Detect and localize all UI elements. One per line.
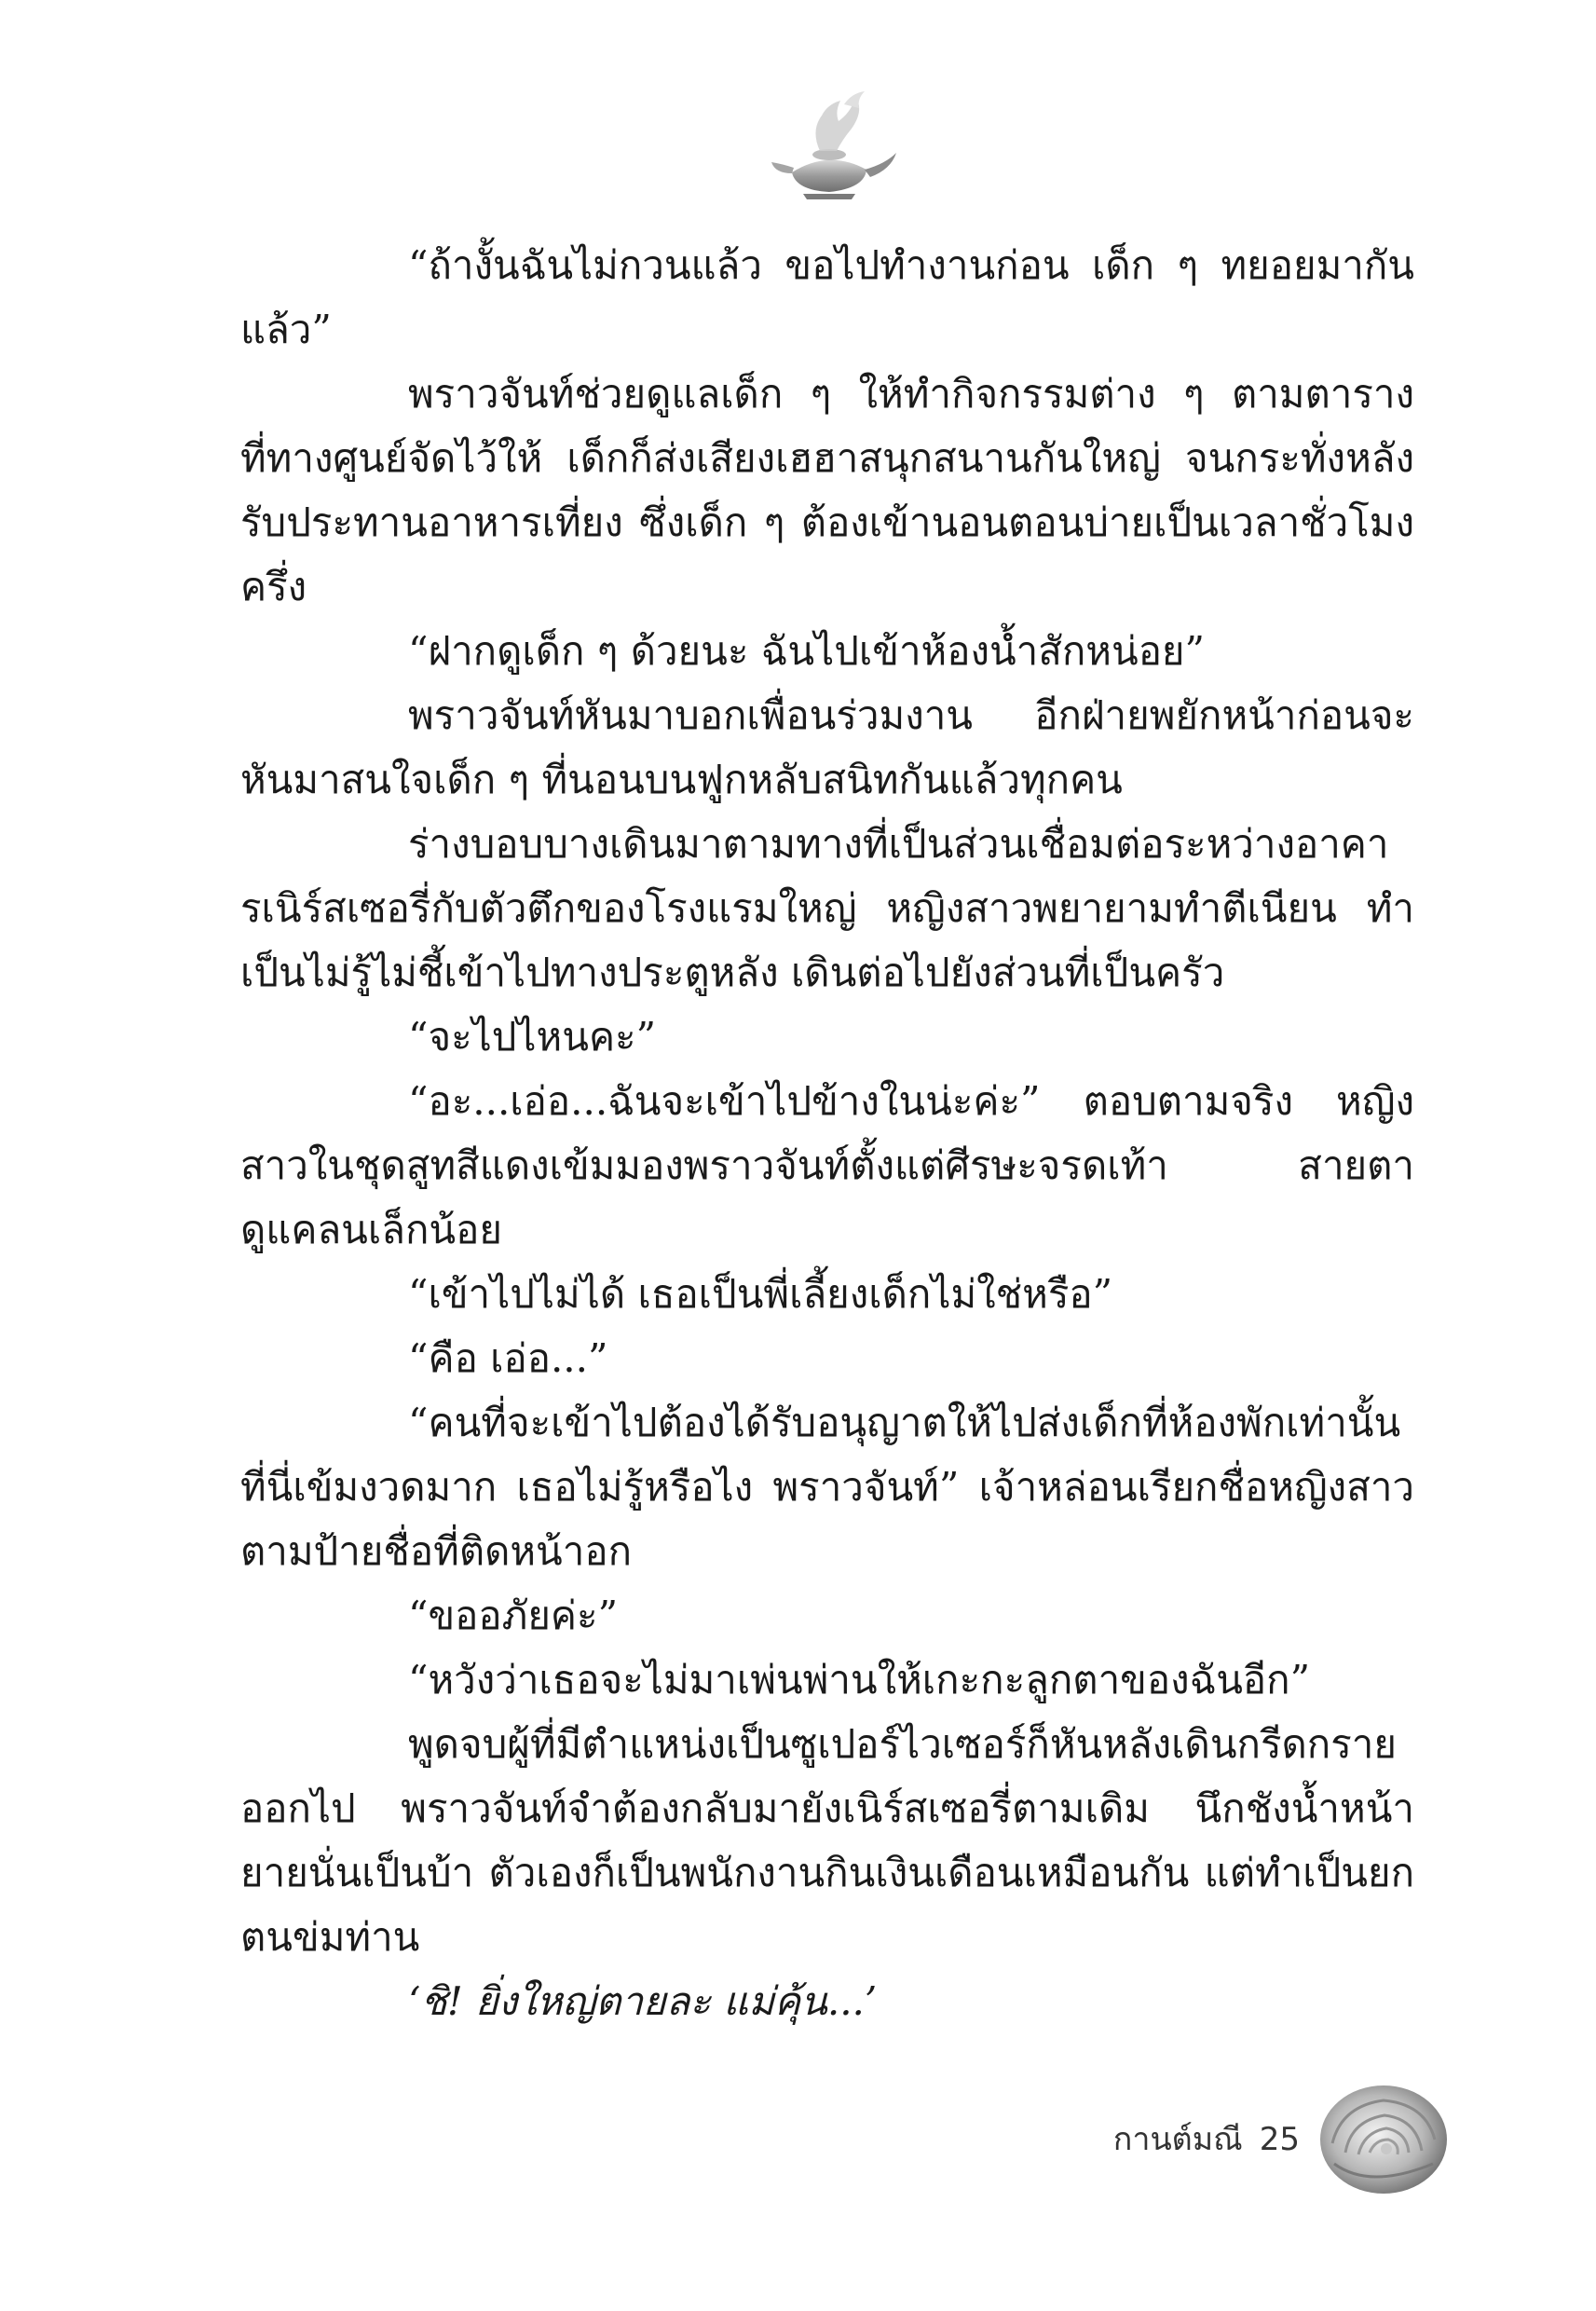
paragraph: “ฝากดูเด็ก ๆ ด้วยนะ ฉันไปเข้าห้องน้ำสักหน่อย”	[408, 628, 1206, 674]
rose-ornament-icon	[1314, 2078, 1453, 2199]
page-number: 25	[1259, 2121, 1300, 2158]
paragraph: พราวจันท์ช่วยดูแลเด็ก ๆ ให้ทำกิจกรรมต่าง ๆ ตามตารางที่ทางศูนย์จัดไว้ให้ เด็กก็ส่งเสียงเฮฮาสนุกสนานกันใหญ่ จนกระทั่งหลังรับประทานอาหารเที่ยง ซึ่งเด็ก ๆ ต้องเข้านอนตอนบ่ายเป็นเวลาชั่วโมงครึ่ง	[240, 371, 1414, 609]
footer-label	[1113, 2113, 1300, 2164]
paragraph: พูดจบผู้ที่มีตำแหน่งเป็นซูเปอร์ไวเซอร์ก็หันหลังเดินกรีดกรายออกไป พราวจันท์จำต้องกลับมายังเนิร์สเซอรี่ตามเดิม นึกชังน้ำหน้ายายนั่นเป็นบ้า ตัวเองก็เป็นพนักงานกินเงินเดือนเหมือนกัน แต่ทำเป็นยกตนข่มท่าน	[240, 1721, 1414, 1960]
magic-lamp-ornament-icon	[755, 84, 904, 205]
paragraph: “เข้าไปไม่ได้ เธอเป็นพี่เลี้ยงเด็กไม่ใช่หรือ”	[408, 1271, 1113, 1317]
paragraph: “หวังว่าเธอจะไม่มาเพ่นพ่านให้เกะกะลูกตาของฉันอีก”	[408, 1657, 1311, 1702]
paragraph: “จะไปไหนคะ”	[408, 1014, 657, 1060]
paragraph: ร่างบอบบางเดินมาตามทางที่เป็นส่วนเชื่อมต่อระหว่างอาคารเนิร์สเซอรี่กับตัวตึกของโรงแรมใหญ่ หญิงสาวพยายามทำตีเนียน ทำเป็นไม่รู้ไม่ชี้เข้าไปทางประตูหลัง เดินต่อไปยังส่วนที่เป็นครัว	[240, 821, 1414, 995]
page-body	[240, 233, 1414, 2033]
paragraph: “อะ...เอ่อ...ฉันจะเข้าไปข้างในน่ะค่ะ” ตอบตามจริง หญิงสาวในชุดสูทสีแดงเข้มมองพราวจันท์ตั้งแต่ศีรษะจรดเท้า สายตาดูแคลนเล็กน้อย	[240, 1078, 1414, 1252]
paragraph: “คนที่จะเข้าไปต้องได้รับอนุญาตให้ไปส่งเด็กที่ห้องพักเท่านั้น ที่นี่เข้มงวดมาก เธอไม่รู้หรือไง พราวจันท์” เจ้าหล่อนเรียกชื่อหญิงสาวตามป้ายชื่อที่ติดหน้าอก	[240, 1400, 1414, 1574]
paragraph: พราวจันท์หันมาบอกเพื่อนร่วมงาน อีกฝ่ายพยักหน้าก่อนจะหันมาสนใจเด็ก ๆ ที่นอนบนฟูกหลับสนิทกันแล้วทุกคน	[240, 692, 1414, 802]
page-footer	[1062, 2078, 1453, 2199]
paragraph: “ขออภัยค่ะ”	[408, 1593, 619, 1638]
paragraph: “ถ้างั้นฉันไม่กวนแล้ว ขอไปทำงานก่อน เด็ก ๆ ทยอยมากันแล้ว”	[240, 242, 1414, 352]
book-title: กานต์มณี	[1112, 2121, 1243, 2158]
inner-thought-paragraph: ‘ชิ! ยิ่งใหญ่ตายละ แม่คุ้น...’	[408, 1978, 878, 2024]
paragraph: “คือ เอ่อ...”	[408, 1335, 608, 1381]
